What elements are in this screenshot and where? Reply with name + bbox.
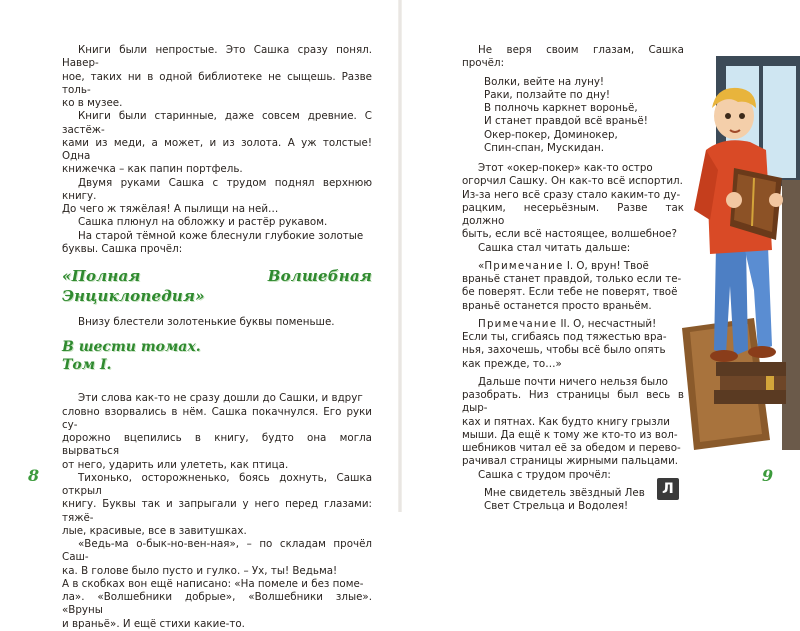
text-line: Дальше почти ничего нельзя было bbox=[478, 375, 668, 388]
encyclopedia-title: «Полная Волшебная Энциклопедия» bbox=[62, 267, 372, 305]
paragraph: Не веря своим глазам, Сашка прочёл: bbox=[462, 44, 684, 70]
poem-block bbox=[462, 76, 684, 156]
book-gutter bbox=[398, 0, 402, 512]
paragraph: Внизу блестели золотенькие буквы поменьше. bbox=[78, 316, 335, 328]
text-line: книгу. Буквы так и запрыгали у него перед глазами: тяжё- bbox=[62, 498, 372, 524]
text-line: На старой тёмной коже блеснули глубокие золотые bbox=[78, 229, 364, 242]
paragraph bbox=[62, 110, 372, 176]
paragraph: Сашка стал читать дальше: bbox=[478, 241, 631, 254]
text-line: нья, захочешь, чтобы всё было опять bbox=[462, 344, 666, 357]
text-line: рачивал страницы жирными пальцами. bbox=[462, 455, 679, 468]
poem-line: Раки, ползайте по дну! bbox=[484, 88, 611, 101]
poem-line: В полночь каркнет вороньё, bbox=[484, 102, 638, 114]
text-line: дорожно вцепились в книгу, будто она могла вырваться bbox=[62, 432, 372, 458]
paragraph bbox=[462, 162, 684, 242]
paragraph bbox=[62, 177, 372, 217]
poem-line: Волки, вейте на луну! bbox=[484, 75, 605, 88]
note-label: Примечание bbox=[478, 317, 558, 330]
text-line: Эти слова как-то не сразу дошли до Сашки, и вдруг bbox=[78, 392, 363, 405]
poem-block bbox=[462, 487, 684, 514]
text-line: шебников читал её за обедом и перево- bbox=[462, 442, 681, 454]
volume-subtitle: В шести томах. bbox=[62, 339, 201, 356]
text-line: ко в музее. bbox=[62, 97, 123, 109]
text-line: «Ведь-ма о-бык-но-вен-ная», – по складам прочёл Саш- bbox=[62, 538, 372, 564]
text-line: Этот «окер-покер» как-то остро bbox=[478, 162, 653, 174]
text-line: мыши. Да ещё к тому же кто-то из вол- bbox=[462, 428, 678, 441]
left-page-text bbox=[62, 44, 372, 631]
text-line: ла». «Волшебники добрые», «Волшебники злые». «Вруны bbox=[62, 591, 372, 617]
text-line: А в скобках вон ещё написано: «На помеле и без поме- bbox=[62, 577, 364, 590]
text-line: II. О, несчастный! bbox=[557, 317, 657, 330]
book-stack bbox=[716, 362, 786, 376]
paragraph bbox=[62, 392, 372, 472]
boy-reading-illustration bbox=[664, 50, 800, 450]
text-line: ка. В голове было пусто и гулко. – Ух, ты! Ведьма! bbox=[62, 564, 338, 577]
paragraph: Сашка с трудом прочёл: bbox=[478, 468, 611, 481]
text-line: словно взорвались в нём. Сашка покачнулся. Его руки су- bbox=[62, 405, 372, 431]
text-line: книжечка – как папин портфель. bbox=[62, 163, 243, 176]
text-line: Сашка плюнул на обложку и растёр рукавом. bbox=[78, 216, 328, 229]
text-line: ками из меди, а может, и из золота. А уж толстые! Одна bbox=[62, 136, 372, 162]
poem-line: И станет правдой всё враньё! bbox=[484, 115, 648, 128]
text-line: ках и пятнах. Как будто книгу грызли bbox=[462, 415, 670, 428]
quote-mark: « bbox=[478, 259, 485, 272]
text-line: бе поверят. Если тебе не поверят, твоё bbox=[462, 286, 678, 299]
text-line: огорчил Сашку. Он как-то всё испортил. bbox=[462, 175, 683, 188]
text-line: Тихонько, осторожненько, боясь дохнуть, Сашка открыл bbox=[62, 471, 372, 497]
page-number-left: 8 bbox=[28, 466, 40, 485]
text-line: ное, таких ни в одной библиотеке не сыщешь. Разве толь- bbox=[62, 70, 372, 96]
volume-number: Том I. bbox=[62, 357, 112, 374]
paragraph bbox=[62, 216, 372, 229]
shelf-post bbox=[782, 180, 800, 450]
paragraph bbox=[62, 230, 372, 257]
note-paragraph bbox=[462, 260, 684, 313]
text-line: как прежде, то…» bbox=[462, 357, 562, 370]
right-page-text bbox=[462, 44, 684, 513]
text-line: лые, красивые, все в завитушках. bbox=[62, 524, 247, 537]
text-line: Если ты, сгибаясь под тяжестью вра- bbox=[462, 331, 667, 343]
text-line: Из-за него всё сразу стало каким-то ду- bbox=[462, 188, 681, 201]
text-line: I. О, врун! Твоё bbox=[563, 259, 649, 272]
paragraph bbox=[462, 376, 684, 469]
text-line: Двумя руками Сашка с трудом поднял верхнюю книгу. bbox=[62, 176, 372, 202]
text-line: рацким, несерьёзным. Разве так должно bbox=[462, 201, 684, 227]
page-number-right: 9 bbox=[762, 466, 774, 485]
text-line: и враньё». И ещё стихи какие-то. bbox=[62, 617, 245, 630]
poem-line: Мне свидетель звёздный Лев bbox=[484, 486, 645, 499]
text-line: буквы. Сашка прочёл: bbox=[62, 242, 183, 255]
text-line: от него, ударить или улететь, как птица. bbox=[62, 458, 289, 471]
text-line: разобрать. Низ страницы был весь в дыр- bbox=[462, 389, 684, 415]
publisher-badge: Л bbox=[657, 478, 679, 500]
paragraph bbox=[62, 538, 372, 631]
paragraph bbox=[62, 44, 372, 110]
text-line: Книги были старинные, даже совсем древние. С застёж- bbox=[62, 110, 372, 136]
text-line: враньё станет правдой, только если те- bbox=[462, 273, 682, 285]
poem-line: Спин-спан, Мускидан. bbox=[484, 141, 605, 154]
paragraph bbox=[62, 472, 372, 538]
text-line: враньё останется просто враньём. bbox=[462, 299, 652, 312]
shoe bbox=[710, 350, 738, 362]
poem-line: Окер-покер, Доминокер, bbox=[484, 128, 618, 141]
note-paragraph bbox=[462, 318, 684, 371]
text-line: До чего ж тяжёлая! А пылищи на ней… bbox=[62, 203, 279, 215]
note-label: Примечание bbox=[484, 259, 564, 272]
text-line: быть, если всё настоящее, волшебное? bbox=[462, 228, 677, 241]
hand bbox=[726, 192, 742, 208]
text-line: Книги были непростые. Это Сашка сразу понял. Навер- bbox=[62, 44, 372, 70]
poem-line: Свет Стрельца и Водолея! bbox=[484, 500, 629, 512]
